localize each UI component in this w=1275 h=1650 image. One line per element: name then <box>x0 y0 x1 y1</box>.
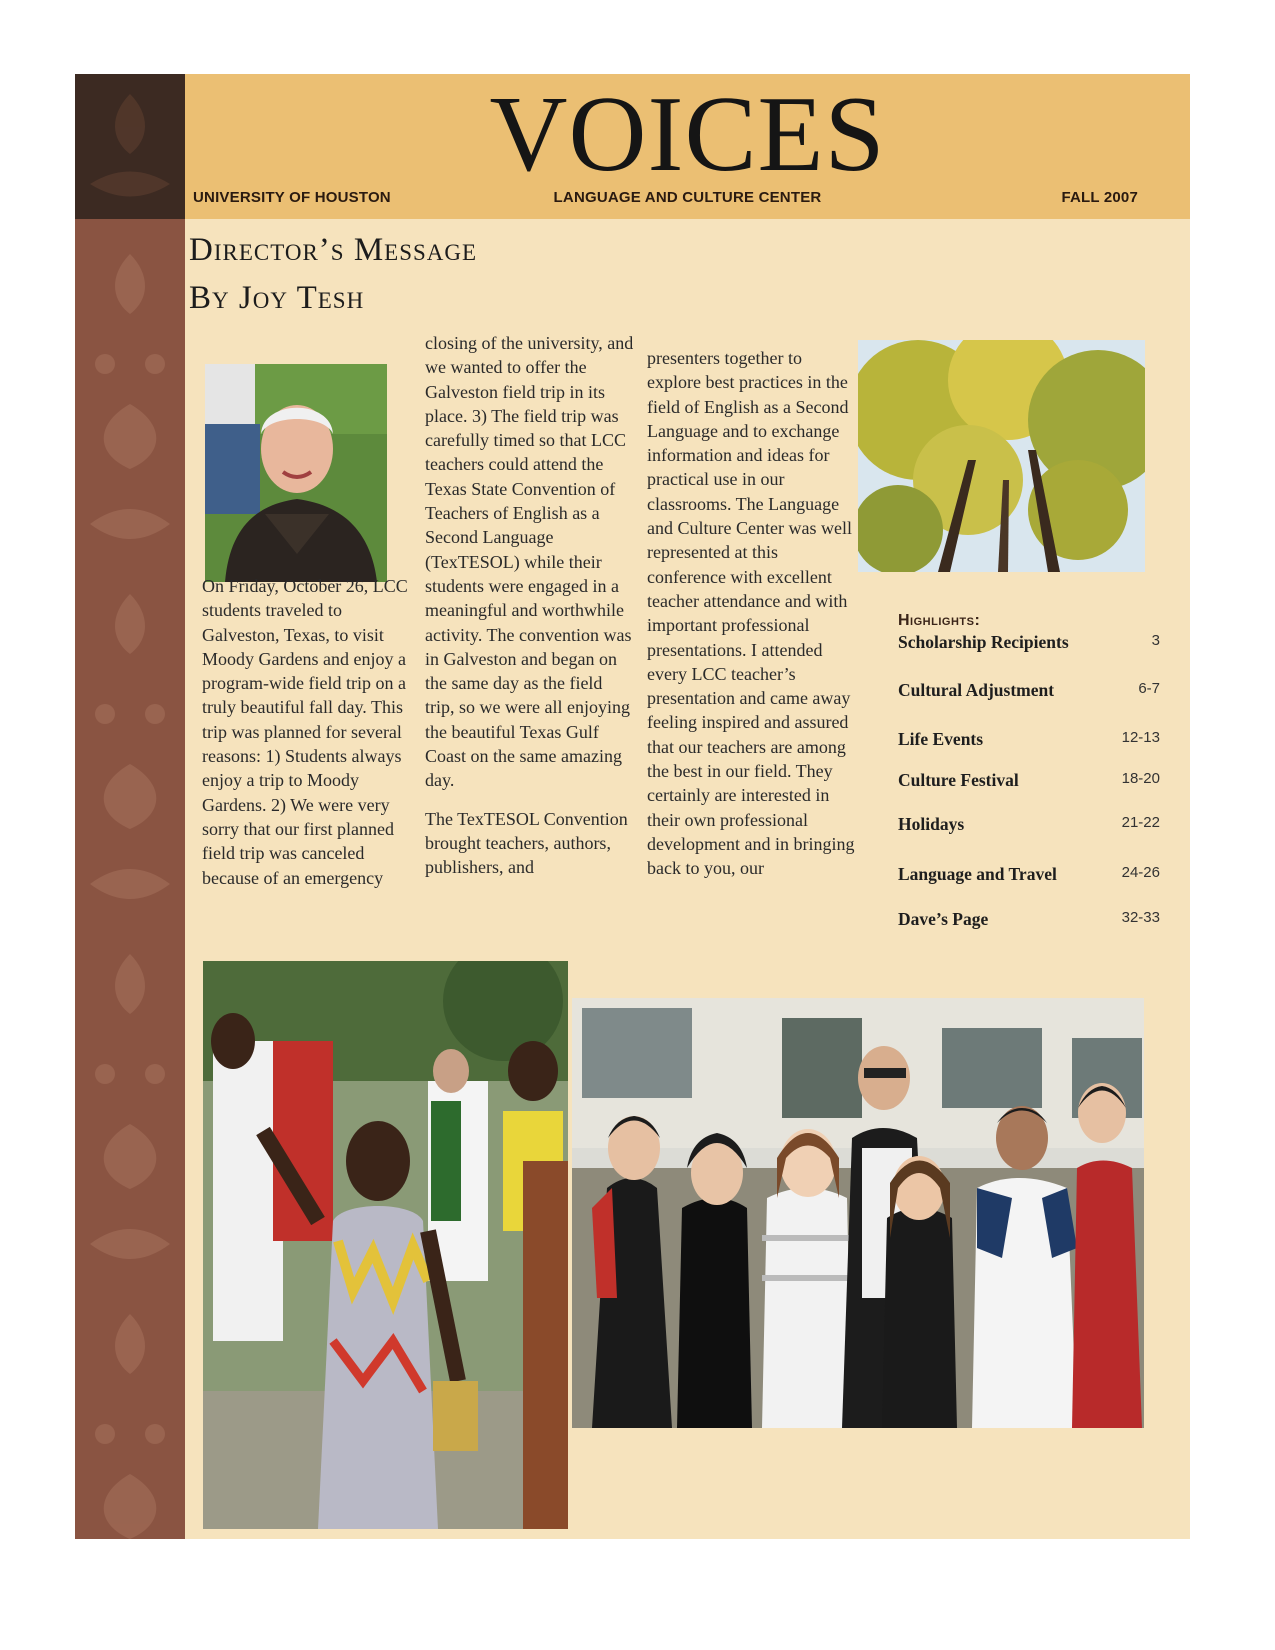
highlight-item[interactable] <box>898 632 1160 656</box>
highlight-page-number: 24-26 <box>1121 864 1160 881</box>
newsletter-page <box>75 74 1190 1539</box>
highlight-page-number: 21-22 <box>1121 814 1160 831</box>
highlight-page-number: 3 <box>1151 632 1160 649</box>
article-column-1 <box>202 574 412 904</box>
highlight-label: Holidays <box>898 814 965 834</box>
highlight-label: Culture Festival <box>898 770 1019 790</box>
highlight-item[interactable] <box>898 909 1160 933</box>
highlight-label: Dave’s Page <box>898 909 989 929</box>
highlight-item[interactable] <box>898 729 1160 753</box>
highlight-item[interactable] <box>898 770 1160 794</box>
highlight-page-number: 6-7 <box>1138 680 1160 697</box>
floral-pattern-icon <box>75 74 185 1539</box>
director-photo <box>205 364 387 582</box>
highlight-item[interactable] <box>898 680 1160 704</box>
highlight-label: Scholarship Recipients <box>898 632 1069 652</box>
highlight-page-number: 12-13 <box>1121 729 1160 746</box>
festival-dancers-photo <box>203 961 568 1529</box>
column-3-text: presenters together to explore best practices in the field of English as a Second Language and to exchange information and ideas for practical use in our classrooms. The Language and Culture Center was well represented at this conference with excellent teacher attendance and with important professional presentations. I attended every LCC teacher’s presentation and came away feeling inspired and assured that our teachers are among the best in our field. They certainly are interested in their own professional development and in bringing back to you, our <box>647 348 855 879</box>
column-1-text: On Friday, October 26, LCC students traveled to Galveston, Texas, to visit Moody Gardens and enjoy a program-wide field trip on a truly beautiful fall day. This trip was planned for several reasons: 1) Students always enjoy a trip to Moody Gardens. 2) We were very sorry that our first planned field trip was canceled because of an emergency <box>202 576 408 888</box>
newsletter-title: VOICES <box>489 75 886 194</box>
highlight-page-number: 32-33 <box>1121 909 1160 926</box>
article-column-3 <box>647 346 857 895</box>
article-column-2 <box>425 331 635 894</box>
decorative-sidebar <box>75 74 185 1539</box>
column-2-paragraph-1: closing of the university, and we wanted to offer the Galveston field trip in its place. 3) The field trip was carefully timed so that LCC teachers could attend the Texas State Convention of Teachers of English as a Second Language (TexTESOL) while their students were engaged in a meaningful and worthwhile activity. The convention was in Galveston and began on the same day as the field trip, so we were all enjoying the beautiful Texas Gulf Coast on the same amazing day. <box>425 333 634 791</box>
highlight-item[interactable] <box>898 814 1160 838</box>
masthead-university: UNIVERSITY OF HOUSTON <box>193 189 391 206</box>
headline-line1: Director’s Message <box>189 232 478 268</box>
masthead-center: LANGUAGE AND CULTURE CENTER <box>553 189 822 206</box>
highlight-item[interactable] <box>898 864 1160 888</box>
headline-line2: By Joy Tesh <box>189 280 365 316</box>
masthead <box>185 74 1190 219</box>
article-headline <box>189 226 477 322</box>
student-group-photo <box>572 998 1144 1428</box>
autumn-trees-photo <box>858 340 1145 572</box>
highlight-label: Life Events <box>898 729 984 749</box>
highlights-title: Highlights: <box>898 612 981 629</box>
highlight-page-number: 18-20 <box>1121 770 1160 787</box>
highlight-label: Cultural Adjustment <box>898 680 1055 700</box>
masthead-issue-date: FALL 2007 <box>1061 189 1138 206</box>
highlight-label: Language and Travel <box>898 864 1057 884</box>
column-2-paragraph-2: The TexTESOL Convention brought teachers, authors, publishers, and <box>425 808 628 878</box>
